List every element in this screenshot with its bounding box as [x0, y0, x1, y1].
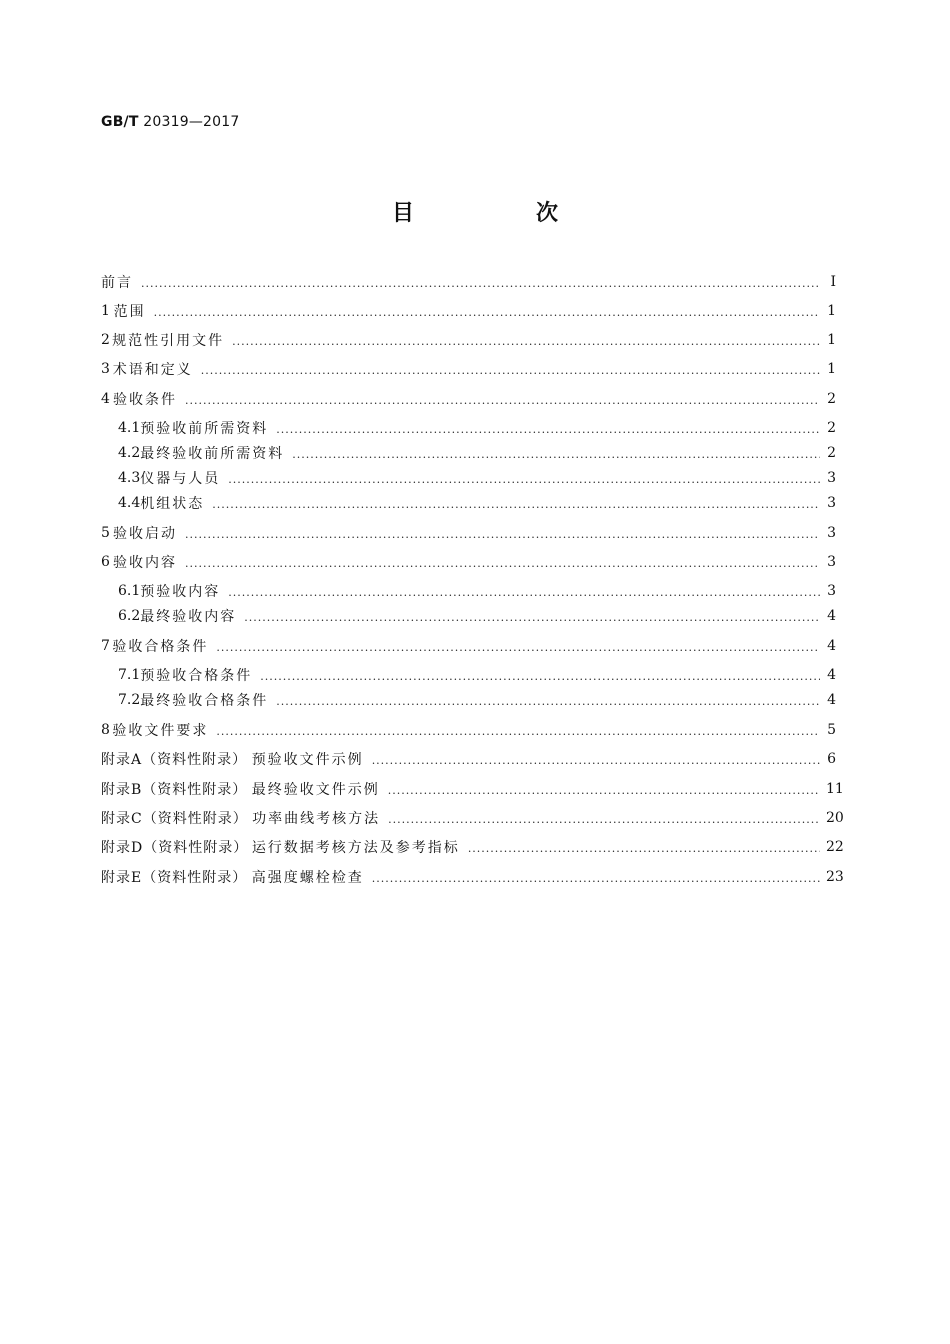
leader-dots — [372, 872, 820, 885]
toc-entry-number: 6.2 — [118, 608, 141, 624]
leader-dots — [276, 695, 820, 708]
toc-entry-page: 4 — [827, 667, 836, 683]
leader-dots — [216, 641, 820, 654]
toc-entry-number: 附录C（资料性附录） — [101, 811, 248, 827]
toc-entry-6-2[interactable] — [118, 604, 836, 628]
toc-entry-page: 23 — [826, 869, 844, 885]
standard-prefix: GB/T — [101, 114, 139, 130]
toc-entry-page: 1 — [827, 332, 836, 348]
toc-entry-label: 验收条件 — [113, 392, 177, 408]
leader-dots — [228, 586, 820, 599]
toc-entry-label: 术语和定义 — [112, 362, 193, 378]
toc-entry-annex-c[interactable] — [101, 806, 844, 830]
toc-entry-page: 3 — [827, 583, 836, 599]
toc-entry-number: 3 — [101, 361, 110, 377]
toc-entry-number: 2 — [101, 332, 110, 348]
toc-entry-page: 1 — [827, 303, 836, 319]
toc-entry-page: 4 — [827, 692, 836, 708]
toc-entry-label: 仪器与人员 — [140, 471, 221, 487]
leader-dots — [388, 813, 820, 826]
leader-dots — [185, 528, 820, 541]
leader-dots — [154, 306, 820, 319]
toc-entry-label: 最终验收内容 — [140, 609, 237, 625]
toc-entry-number: 附录A（资料性附录） — [101, 752, 248, 768]
toc-entry-number: 4.1 — [118, 420, 141, 436]
toc-entry-label: 最终验收合格条件 — [140, 693, 269, 709]
leader-dots — [244, 611, 820, 624]
toc-entry-label: 最终验收前所需资料 — [140, 446, 285, 462]
standard-number: 20319—2017 — [143, 114, 240, 130]
toc-entry-label: 前言 — [101, 275, 133, 291]
toc-entry-page: 5 — [827, 722, 836, 738]
toc-entry-4-2[interactable] — [118, 441, 836, 465]
toc-entry-number: 附录D（资料性附录） — [101, 840, 249, 856]
toc-entry-label: 预验收文件示例 — [251, 752, 364, 768]
toc-entry-number: 4 — [101, 391, 110, 407]
toc-entry-7-1[interactable] — [118, 663, 836, 687]
toc-entry-page: 2 — [827, 445, 836, 461]
toc-entry-6-1[interactable] — [118, 579, 836, 603]
toc-entry-page: 20 — [826, 810, 844, 826]
toc-entry-page: 11 — [826, 781, 844, 797]
toc-entry-number: 6.1 — [118, 583, 141, 599]
toc-entry-label: 运行数据考核方法及参考指标 — [251, 840, 460, 856]
leader-dots — [185, 394, 820, 407]
toc-entry-label: 机组状态 — [140, 496, 205, 512]
toc-entry-label: 验收合格条件 — [112, 639, 209, 655]
toc-entry-label: 高强度螺栓检查 — [251, 870, 364, 886]
leader-dots — [260, 670, 820, 683]
toc-entry-annex-a[interactable] — [101, 747, 836, 771]
toc-entry-8[interactable] — [101, 718, 836, 742]
toc-entry-label: 预验收内容 — [140, 584, 221, 600]
toc-entry-2[interactable] — [101, 328, 836, 352]
toc-entry-number: 4.3 — [118, 470, 141, 486]
toc-entry-4-3[interactable] — [118, 466, 836, 490]
toc-entry-label: 范围 — [113, 304, 146, 320]
toc-entry-number: 7.2 — [118, 692, 141, 708]
toc-entry-page: 4 — [827, 608, 836, 624]
toc-entry-annex-b[interactable] — [101, 777, 844, 801]
toc-entry-foreword[interactable] — [101, 270, 836, 294]
toc-entry-number: 5 — [101, 525, 110, 541]
toc-entry-5[interactable] — [101, 521, 836, 545]
toc-entry-number: 附录E（资料性附录） — [101, 870, 248, 886]
toc-entry-label: 预验收合格条件 — [140, 668, 253, 684]
toc-entry-4-4[interactable] — [118, 491, 836, 515]
toc-entry-7-2[interactable] — [118, 688, 836, 712]
standard-code — [101, 114, 239, 130]
toc-title: 目 次 — [391, 201, 608, 226]
leader-dots — [388, 784, 820, 797]
toc-entry-label: 预验收前所需资料 — [140, 421, 269, 437]
leader-dots — [372, 754, 820, 767]
leader-dots — [212, 498, 820, 511]
leader-dots — [201, 364, 820, 377]
leader-dots — [216, 725, 820, 738]
toc-entry-page: 3 — [827, 470, 836, 486]
leader-dots — [468, 842, 820, 855]
toc-entry-page: 2 — [827, 420, 836, 436]
toc-entry-annex-d[interactable] — [101, 835, 844, 859]
toc-entry-annex-e[interactable] — [101, 865, 844, 889]
toc-entry-label: 验收文件要求 — [112, 723, 209, 739]
toc-entry-number: 7.1 — [118, 667, 141, 683]
toc-entry-label: 最终验收文件示例 — [251, 782, 380, 798]
toc-entry-page: 1 — [827, 361, 836, 377]
leader-dots — [292, 448, 820, 461]
toc-entry-page: 3 — [827, 525, 836, 541]
toc-entry-4-1[interactable] — [118, 416, 836, 440]
toc-entry-label: 规范性引用文件 — [112, 333, 225, 349]
toc-entry-label: 功率曲线考核方法 — [252, 811, 381, 827]
leader-dots — [232, 335, 820, 348]
toc-entry-label: 验收内容 — [113, 555, 177, 571]
toc-entry-number: 1 — [101, 303, 110, 319]
toc-entry-number: 附录B（资料性附录） — [101, 782, 248, 798]
leader-dots — [185, 557, 820, 570]
toc-entry-number: 6 — [101, 554, 110, 570]
toc-entry-1[interactable] — [101, 299, 836, 323]
toc-entry-number: 4.4 — [118, 495, 141, 511]
toc-entry-page: 6 — [827, 751, 836, 767]
toc-entry-6[interactable] — [101, 550, 836, 574]
leader-dots — [141, 277, 820, 290]
toc-entry-7[interactable] — [101, 634, 836, 658]
toc-entry-label: 验收启动 — [113, 526, 177, 542]
toc-entry-number: 4.2 — [118, 445, 141, 461]
toc-entry-page: 3 — [827, 554, 836, 570]
leader-dots — [276, 423, 820, 436]
toc-entry-number: 8 — [101, 722, 110, 738]
toc-entry-page: 4 — [827, 638, 836, 654]
toc-entry-page: 22 — [826, 839, 844, 855]
toc-entry-number: 7 — [101, 638, 110, 654]
leader-dots — [228, 473, 820, 486]
toc-entry-page: 2 — [827, 391, 836, 407]
toc-entry-4[interactable] — [101, 387, 836, 411]
toc-entry-page: 3 — [827, 495, 836, 511]
toc-entry-3[interactable] — [101, 357, 836, 381]
toc-entry-page: I — [830, 274, 836, 290]
